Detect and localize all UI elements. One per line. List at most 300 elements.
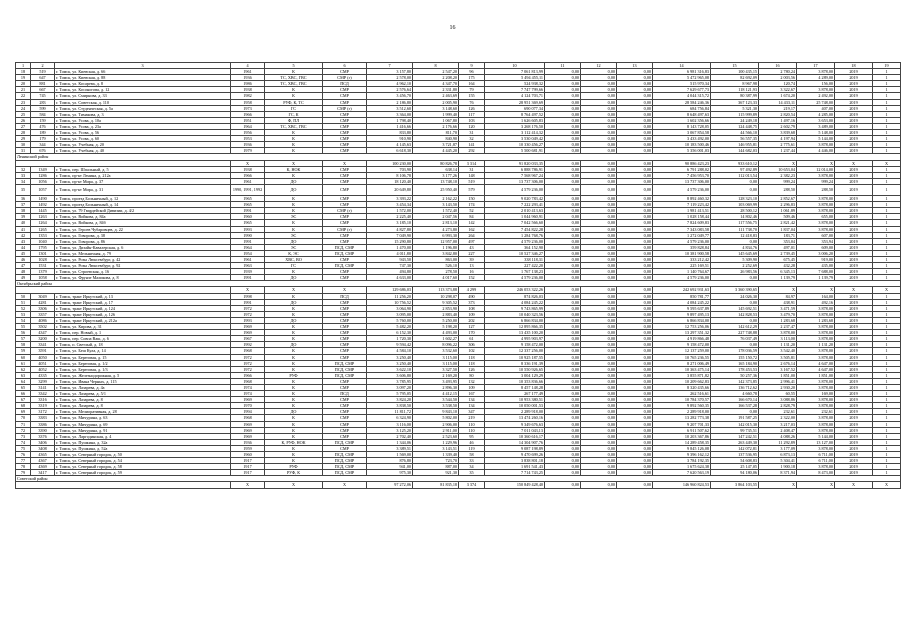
table-cell: 12 753 256,06 (653, 324, 711, 330)
table-cell: 1 (873, 226, 901, 232)
table-cell: 1 851,00 (759, 372, 797, 378)
table-cell: 263 449,30 (711, 439, 759, 445)
table-cell: 145 645,69 (711, 250, 759, 256)
table-cell: г. Томск, ул. Усова, д. 56 (55, 130, 231, 136)
table-cell: 1939 (231, 269, 265, 275)
table-cell: г. Томск, ул. Кирова, д. 31 (55, 324, 231, 330)
table-cell: 0,00 (581, 250, 617, 256)
table-cell: 1 602 356,66 (653, 117, 711, 123)
table-cell: 1531 (31, 263, 55, 269)
table-cell: 1973 (231, 105, 265, 111)
table-cell: 2 547,20 (413, 69, 459, 75)
table-cell: 6 791 288,02 (653, 166, 711, 172)
table-cell: 0,00 (545, 178, 581, 184)
table-cell: 0,00 (545, 232, 581, 238)
table-cell: 1 028 158,44 (653, 214, 711, 220)
table-cell: 1974 (231, 384, 265, 390)
table-cell: 4051 (31, 360, 55, 366)
table-cell: 1 569,00 (367, 452, 413, 458)
table-cell: 0,00 (617, 99, 653, 105)
table-cell: 2 853,90 (413, 305, 459, 311)
table-cell: 8 764 497,52 (485, 111, 545, 117)
table-cell: 0,00 (617, 196, 653, 202)
table-cell: ДО (265, 299, 323, 305)
header-cell-5: 5 (265, 63, 323, 69)
table-cell: 2 408,47 (759, 427, 797, 433)
table-cell: К (265, 427, 323, 433)
table-cell: 0,00 (581, 384, 617, 390)
table-cell: 0,00 (617, 172, 653, 178)
table-cell: 2 010 413,63 (485, 208, 545, 214)
table-cell: 1 720,30 (367, 336, 413, 342)
table-cell: ДО (265, 238, 323, 244)
table-cell: 0,00 (545, 330, 581, 336)
table-cell: 174 (459, 202, 485, 208)
table-cell: 8 106,78 (367, 172, 413, 178)
table-cell: 2019 (835, 384, 873, 390)
table-cell: СМР (323, 324, 367, 330)
table-cell: СМР (323, 202, 367, 208)
table-cell: 32 (459, 136, 485, 142)
table-cell: 1 (873, 208, 901, 214)
table-cell: 2 739,45 (759, 250, 797, 256)
table-cell: 0,00 (581, 93, 617, 99)
table-cell: ДО (265, 342, 323, 348)
table-cell: 1917 (231, 470, 265, 476)
table-cell: 2019 (835, 360, 873, 366)
table-cell: 1966 (231, 111, 265, 117)
table-cell: К (265, 324, 323, 330)
table-cell: 2019 (835, 293, 873, 299)
table-cell: СМР (323, 415, 367, 421)
table-cell: 0,00 (545, 293, 581, 299)
table-cell: 476 (31, 123, 55, 129)
table-cell: 3 067 854,58 (653, 130, 711, 136)
table-cell: 1301 (31, 250, 55, 256)
table-cell: 5 304,41 (759, 458, 797, 464)
table-cell: 1 (873, 214, 901, 220)
table-cell: 10 209 662,83 (653, 378, 711, 384)
table-cell: 0,00 (581, 439, 617, 445)
table-cell: 8 143 728,05 (653, 123, 711, 129)
table-cell: 0,00 (581, 202, 617, 208)
table-cell: 0,00 (581, 87, 617, 93)
table-cell: 28 951 369,69 (485, 99, 545, 105)
table-cell: 1 (873, 178, 901, 184)
table-cell: 3342 (31, 391, 55, 397)
table-cell: 72 (16, 427, 31, 433)
table-cell: г. Томск, ул. Северный городок, д. 54 (55, 458, 231, 464)
table-cell: 4052 (31, 366, 55, 372)
table-cell: 2019 (835, 336, 873, 342)
table-cell: СМР (323, 305, 367, 311)
table-cell: 61 (16, 360, 31, 366)
table-cell: 0,00 (581, 299, 617, 305)
table-cell: СМР (323, 433, 367, 439)
table-cell: 2 208,20 (413, 75, 459, 81)
table-cell: 22 (16, 93, 31, 99)
table-cell: 1969 (231, 324, 265, 330)
table-cell: 3 878,00 (797, 397, 835, 403)
table-cell: 0,00 (581, 136, 617, 142)
header-cell-3: 3 (55, 63, 231, 69)
table-cell: 142 015,30 (711, 421, 759, 427)
table-cell: 6 324,90 (367, 415, 413, 421)
table-cell: 80 387,99 (711, 93, 759, 99)
table-cell: ГС, К (265, 111, 323, 117)
table-cell: 4 647,00 (797, 366, 835, 372)
table-cell: 0,00 (545, 366, 581, 372)
total-cell: Х (873, 160, 901, 166)
table-cell: 0,00 (545, 458, 581, 464)
table-cell: 0,00 (617, 263, 653, 269)
table-cell: 1 284 768,76 (485, 232, 545, 238)
table-cell: 0,00 (545, 87, 581, 93)
header-cell-19: 19 (873, 63, 901, 69)
table-cell: 5 250,00 (413, 317, 459, 323)
table-cell: 33 (16, 172, 31, 178)
table-cell: 69 (16, 409, 31, 415)
table-cell: 1 900,18 (759, 464, 797, 470)
table-cell: 2 162,22 (413, 196, 459, 202)
table-cell: 4 446,00 (797, 148, 835, 154)
table-cell: 1958 (231, 99, 265, 105)
table-cell: 1972 (231, 311, 265, 317)
table-cell: г. Томск, ул. Говорова, д. 38 (55, 232, 231, 238)
table-cell: 147 242,51 (711, 433, 759, 439)
table-cell: 3 433 492,00 (653, 136, 711, 142)
table-cell: 189 (31, 130, 55, 136)
table-cell: 56 557,35 (711, 136, 759, 142)
table-cell: 0,00 (545, 269, 581, 275)
table-cell: 0,00 (545, 275, 581, 281)
table-cell: 0,00 (581, 196, 617, 202)
total-cell: 0,00 (545, 160, 581, 166)
table-cell: 2 005,90 (413, 99, 459, 105)
table-cell: 2019 (835, 439, 873, 445)
table-cell: 0,00 (581, 208, 617, 214)
table-cell: 6 866 834,00 (485, 317, 545, 323)
table-cell: 1991 (231, 208, 265, 214)
table-cell: 638,14 (413, 166, 459, 172)
table-cell: 5 500 681,91 (485, 148, 545, 154)
capital-repair-table-wrap (15, 62, 900, 489)
table-cell: 28 (16, 130, 31, 136)
table-cell: 607,00 (797, 232, 835, 238)
table-cell: 432,28 (759, 263, 797, 269)
table-cell: 0,00 (581, 244, 617, 250)
page-number: 16 (449, 25, 456, 31)
table-cell: СМР (г) (323, 105, 367, 111)
table-cell: 910,90 (367, 136, 413, 142)
table-cell: г. Томск, ул. Строевская, д. 16 (55, 269, 231, 275)
table-cell: СМР (323, 220, 367, 226)
table-cell: 0,00 (545, 142, 581, 148)
table-cell: 3 268 176,50 (485, 123, 545, 129)
table-cell: 1964 (231, 123, 265, 129)
table-cell: 6 345,13 (759, 269, 797, 275)
table-cell: 2019 (835, 366, 873, 372)
table-cell: 2019 (835, 142, 873, 148)
table-cell: 142 828,53 (711, 311, 759, 317)
table-cell: 0,00 (545, 263, 581, 269)
table-cell: 1 (873, 452, 901, 458)
table-cell: 3172 (31, 409, 55, 415)
table-cell: 3 004 129,29 (485, 372, 545, 378)
table-cell: 2019 (835, 148, 873, 154)
table-cell: СМР (г) (323, 208, 367, 214)
table-cell: 1961 (231, 257, 265, 263)
table-cell: 1979 (231, 148, 265, 154)
table-cell: 1967 (231, 336, 265, 342)
table-cell: К (265, 415, 323, 421)
table-cell: 30 (16, 142, 31, 148)
table-cell: 9 892 560,35 (653, 403, 711, 409)
table-cell: 1 (873, 117, 901, 123)
table-cell: 1 283,68 (797, 317, 835, 323)
table-cell: К, ЭС (265, 250, 323, 256)
table-cell: г. Томск, ул. Железнодорожная, д. 5 (55, 372, 231, 378)
table-cell: г. Томск, ул. Лазарева, д. 4а (55, 384, 231, 390)
table-cell: 881 (31, 81, 55, 87)
table-cell: 1379 (31, 269, 55, 275)
table-cell: 33 (459, 458, 485, 464)
table-cell: 103 069,99 (711, 202, 759, 208)
table-cell: 8 371,94 (759, 470, 797, 476)
table-cell: ПСД, СМР (323, 458, 367, 464)
table-cell: 65 (16, 384, 31, 390)
table-cell: г. Томск, ул. Ларгодинская, д. 4 (55, 433, 231, 439)
table-cell: 2 820,54 (759, 111, 797, 117)
table-cell: 1963 (231, 263, 265, 269)
table-cell: 3 878,00 (797, 311, 835, 317)
table-cell: СМР (323, 384, 367, 390)
table-cell: 1 (873, 105, 901, 111)
table-cell: К (265, 305, 323, 311)
table-cell: ТС, ХВС, ГВС (265, 75, 323, 81)
table-cell: 0,00 (545, 433, 581, 439)
table-cell: 1936 (231, 142, 265, 148)
table-cell: 3 113,00 (759, 336, 797, 342)
table-cell: 8 320 435,66 (653, 384, 711, 390)
total-cell: Х (835, 482, 873, 488)
table-cell: 0,00 (545, 111, 581, 117)
table-cell: 0,00 (581, 105, 617, 111)
table-cell: 5 802,00 (413, 415, 459, 421)
table-cell: 179 (31, 136, 55, 142)
table-cell: 0,00 (617, 69, 653, 75)
table-cell: 3 115,00 (413, 354, 459, 360)
total-cell: 0,00 (581, 160, 617, 166)
table-cell: 2 523,60 (413, 433, 459, 439)
table-cell: 13 435 100,20 (485, 330, 545, 336)
table-cell: 0,00 (545, 464, 581, 470)
table-cell: 8 648 497,63 (653, 111, 711, 117)
table-cell: 225 169,51 (653, 263, 711, 269)
table-cell: г. Томск, пр-кт Мира, д. 37 (55, 178, 231, 184)
table-cell: СМР (323, 136, 367, 142)
table-cell: К (265, 391, 323, 397)
table-cell: 3 479,70 (759, 311, 797, 317)
table-cell: 227 748,88 (711, 330, 759, 336)
total-cell: 3 374 (459, 482, 485, 488)
table-cell: 3 530 049,42 (485, 136, 545, 142)
table-cell: К (265, 348, 323, 354)
table-cell: 29 (16, 136, 31, 142)
table-cell: 1264 (31, 220, 55, 226)
table-cell: 599 (31, 105, 55, 111)
table-cell: 175 (459, 75, 485, 81)
table-cell: 1 626 605,83 (485, 117, 545, 123)
table-cell: 344 (31, 142, 55, 148)
table-cell: ПСД, СМР (323, 360, 367, 366)
table-cell: г. Томск, ул. 79 Гвардейской Дивизии, д. 4/2 (55, 208, 231, 214)
table-cell: г. Томск, ул. Лазарева, д. 8 (55, 397, 231, 403)
table-cell: 0,00 (617, 81, 653, 87)
table-cell: 3 157,80 (367, 69, 413, 75)
table-cell: 232,61 (797, 409, 835, 415)
table-cell: г. Томск, ул. Советская, д. 110 (55, 99, 231, 105)
total-cell: Х (873, 482, 901, 488)
table-body (16, 63, 901, 489)
table-cell: г. Томск, ул. Береговая, д. 1/3 (55, 366, 231, 372)
table-cell: 1 229,96 (413, 439, 459, 445)
table-cell: СМР (323, 142, 367, 148)
table-cell: 2 322,00 (759, 415, 797, 421)
table-cell: 120,74 (759, 81, 797, 87)
table-cell: 1991 (231, 299, 265, 305)
table-cell: 7 629 677,73 (653, 87, 711, 93)
table-cell: 1 691 541,43 (485, 464, 545, 470)
table-cell: 353,94 (797, 238, 835, 244)
table-cell: К (265, 87, 323, 93)
table-cell: 79 (459, 87, 485, 93)
table-cell: 3 167,52 (759, 366, 797, 372)
table-cell: 3 878,00 (797, 196, 835, 202)
table-cell: 0,00 (545, 427, 581, 433)
table-cell: СМР (323, 123, 367, 129)
total-cell: 150 849 428,40 (485, 482, 545, 488)
total-cell: 0,00 (617, 160, 653, 166)
table-cell: 2 852,67 (759, 196, 797, 202)
table-cell: 10 527 346,27 (485, 250, 545, 256)
table-cell: 2019 (835, 196, 873, 202)
table-cell: 14 304 907,76 (485, 439, 545, 445)
table-cell: 43 (459, 244, 485, 250)
table-cell: 306 (459, 342, 485, 348)
table-cell: 6 711,00 (797, 452, 835, 458)
table-cell: г. Томск, ул. Косарева, д. 8 (55, 81, 231, 87)
table-cell: 166 670,14 (711, 397, 759, 403)
table-cell: 1 (873, 293, 901, 299)
table-cell: 1 (873, 257, 901, 263)
table-cell: 2 828,79 (759, 403, 797, 409)
table-cell: 109 (459, 311, 485, 317)
table-cell: 0,00 (617, 317, 653, 323)
table-cell: 1993 (231, 226, 265, 232)
table-cell: ЭС (265, 232, 323, 238)
table-cell: 2019 (835, 269, 873, 275)
header-cell-16: 16 (759, 63, 797, 69)
table-cell: 497 (459, 238, 485, 244)
table-cell: ПСД (323, 81, 367, 87)
table-cell: К (265, 196, 323, 202)
table-cell: 4 197,94 (759, 136, 797, 142)
table-cell: 9 845 126,08 (653, 445, 711, 451)
table-cell: 20 (16, 81, 31, 87)
table-cell: 0,00 (545, 415, 581, 421)
table-cell: 142 373,85 (711, 378, 759, 384)
table-cell: 2019 (835, 81, 873, 87)
table-cell: ПСД, СМР (323, 470, 367, 476)
table-cell: ДО (265, 275, 323, 281)
table-cell: 94 180,06 (711, 470, 759, 476)
table-cell: 0,00 (581, 226, 617, 232)
table-cell: 1 602,27 (413, 336, 459, 342)
table-cell: 1 (873, 397, 901, 403)
table-cell: 1 (873, 354, 901, 360)
table-cell: 1 061,89 (759, 208, 797, 214)
table-cell: 1056 (31, 178, 55, 184)
table-cell: 58 (16, 342, 31, 348)
table-cell: 7 061 813,99 (485, 69, 545, 75)
table-cell: 8 271 006,49 (653, 360, 711, 366)
total-cell: Х (759, 482, 797, 488)
table-cell: СМР (323, 87, 367, 93)
table-cell: 0,00 (581, 81, 617, 87)
table-cell: 142 612,29 (711, 324, 759, 330)
table-cell: 850 781,77 (653, 293, 711, 299)
table-cell: 31 (459, 166, 485, 172)
header-cell-2: 2 (31, 63, 55, 69)
table-cell: 7 824 609,83 (653, 220, 711, 226)
table-cell: 0,00 (617, 409, 653, 415)
table-cell: 3417 (31, 470, 55, 476)
table-cell: 1 (873, 69, 901, 75)
table-cell: 132 (459, 378, 485, 384)
table-cell: 1 837,04 (759, 226, 797, 232)
table-cell: 2 289 918,00 (485, 409, 545, 415)
table-cell: 73 (16, 433, 31, 439)
table-cell: СМР (323, 336, 367, 342)
table-cell: г. Томск, ул. Усова, д. 10а (55, 117, 231, 123)
table-cell: К (265, 360, 323, 366)
table-cell: 0,00 (581, 397, 617, 403)
table-cell: 54 (16, 317, 31, 323)
table-cell: 515 970,34 (653, 81, 711, 87)
table-cell: 2 676,14 (759, 360, 797, 366)
table-cell: г. Томск, ул. Дизайн-Кавалерская, д. 6 (55, 244, 231, 250)
table-cell: 0,00 (581, 111, 617, 117)
table-cell: 0,00 (545, 226, 581, 232)
table-cell: К (265, 354, 323, 360)
table-cell: 155 150,72 (711, 354, 759, 360)
table-cell: 0,00 (581, 336, 617, 342)
table-cell: 347 (459, 409, 485, 415)
table-cell: 3 878,00 (797, 427, 835, 433)
table-cell: 3 217,03 (759, 421, 797, 427)
table-cell: г. Томск, ул. Мельничная, д. 79 (55, 250, 231, 256)
table-cell: 1 (873, 342, 901, 348)
table-cell: 407,00 (797, 105, 835, 111)
table-cell: 0,00 (545, 105, 581, 111)
table-cell: 2 896,30 (413, 384, 459, 390)
table-cell: 67 (16, 397, 31, 403)
header-cell-8: 8 (413, 63, 459, 69)
table-cell: 526,10 (413, 263, 459, 269)
table-cell: 3 456,70 (367, 93, 413, 99)
table-cell: г. Томск, ул. Студенческая, д. 5а (55, 105, 231, 111)
